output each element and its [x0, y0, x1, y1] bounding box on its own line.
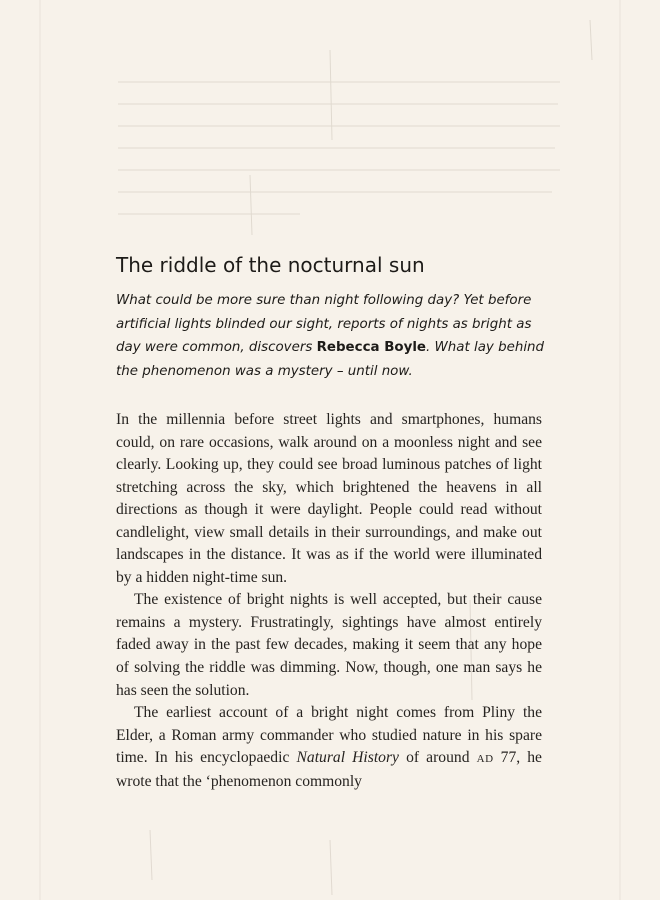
- paragraph-text: The earliest account of a bright night comes from Pliny the Elder, a Roman army commander who studied nature in his spare time. In his encyclopaedic: [116, 704, 542, 767]
- article-body: [116, 409, 542, 793]
- article-title: The riddle of the nocturnal sun: [116, 253, 425, 277]
- body-paragraph: [116, 702, 542, 793]
- paragraph-text: of around: [398, 749, 477, 767]
- book-title: Natural History: [296, 749, 399, 767]
- article-standfirst: [116, 289, 546, 383]
- paragraph-text: 77, he wrote that the ‘phenomenon commonly: [116, 749, 542, 790]
- era-abbreviation: AD: [476, 753, 494, 766]
- standfirst-text-end: . What lay behind the phenomenon was a mystery – until now.: [116, 340, 545, 379]
- body-paragraph: In the millennia before street lights and smartphones, humans could, on rare occasions, walk around on a moonless night and see clearly. Looking up, they could see broad luminous patches of light stretching across the sky, which brightened the heavens in all directions as though it were daylight. People could read without candlelight, view small details in their surroundings, and make out landscapes in the distance. It was as if the world were illuminated by a hidden night-time sun.: [116, 411, 542, 586]
- standfirst-text: What could be more sure than night following day? Yet before artificial lights blinded our sight, reports of nights as bright as day were common, discovers: [116, 293, 532, 355]
- body-paragraph: The existence of bright nights is well accepted, but their cause remains a mystery. Frustratingly, sightings have almost entirely faded away in the past few decades, making it seem that any hope of solving the riddle was dimming. Now, though, one man says he has seen the solution.: [116, 591, 542, 699]
- author-name: Rebecca Boyle: [316, 340, 427, 355]
